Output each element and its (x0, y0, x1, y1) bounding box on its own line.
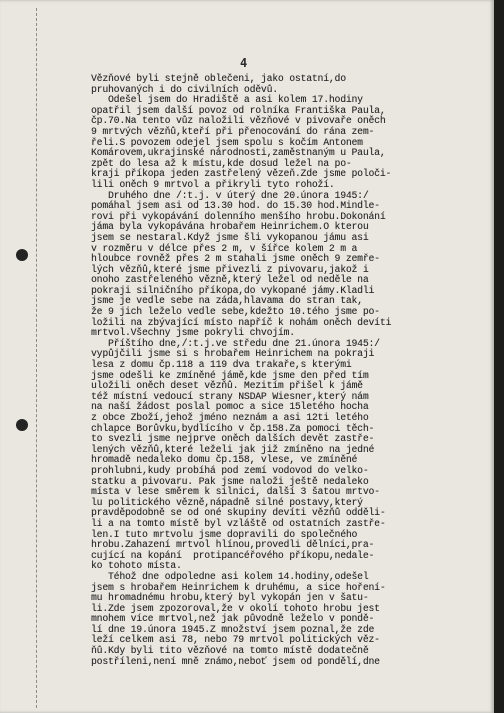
punch-hole (16, 419, 28, 431)
paragraph (91, 191, 461, 339)
text-line: též místní vedoucí strany NSDAP Wiesner,který nám (91, 390, 369, 402)
text-line: lili oněch 9 mrtvol a přikryli tyto rohoží. (91, 178, 335, 190)
text-line: Příštího dne,/:t.j.ve středu dne 21.února 1945:/ (91, 337, 380, 349)
text-line: Téhož dne odpoledne asi kolem 14.hodiny,odešel (91, 570, 369, 582)
text-line: vypůjčili jsme si s hrobařem Heinrichem na pokraji (91, 348, 375, 360)
margin-rule (36, 8, 38, 708)
text-line: Vězňové byli stejně oblečeni, jako ostatní,do (91, 73, 346, 84)
text-line: jsem se nestaral.Když jsme šli vykopanou jámu asi (91, 231, 369, 243)
text-line: opatřil jsem další povoz od rolníka Františka Paula, (91, 104, 386, 116)
text-line: řeli.S povozem odejel jsem spolu s kočím Antonem (91, 136, 363, 148)
text-line: lí dne 19.února 1945.Z množství jsem poznal,že zde (91, 623, 375, 635)
text-line: kraji příkopa jeden zastřelený vězeň.Zde jsme poloči- (91, 168, 392, 180)
text-line: že 9 jich leželo vedle sebe,kdežto 10.tého jsme po- (91, 306, 380, 318)
page-number: 4 (240, 56, 248, 70)
paragraph (91, 95, 461, 190)
text-line: leží celkem asi 78, nebo 79 mrtvol politických věz- (91, 634, 380, 646)
text-line: mrtvol.Všechny jsme pokryli chvojím. (91, 327, 295, 339)
text-line: jsem s hrobařem Heinrichem k druhému, a sice hoření- (91, 581, 386, 593)
text-line: li.Zde jsem zpozoroval,že v okolí tohoto hrobu jest (91, 602, 380, 614)
text-line: to svezli jsme nejprve oněch dalších devět zastře- (91, 433, 375, 445)
punch-hole (16, 249, 28, 261)
text-line: rovi při vykopávání dolenního menšího hrobu.Dokonání (91, 210, 386, 222)
text-line: mnohem více mrtvol,než jak původně leželo v pondě- (91, 613, 375, 625)
text-line: pravděpodobně se od oné skupiny devíti vězňů odděli- (91, 507, 386, 519)
text-line: onoho zastřeleného vězně,který ležel od neděle na (91, 274, 369, 286)
text-line: místa v lese směrem k silnici, další 3 šatou mrtvo- (91, 486, 380, 498)
text-line: z obce Zboží,jehož jméno neznám a asi 12ti letého (91, 412, 369, 423)
text-line: jáma byla vykopávána hrobařem Heinrichem.O kterou (91, 221, 369, 233)
text-line: uložili oněch deset vězňů. Mezitím přišel k jámě (91, 380, 363, 392)
text-line: v rozměru v délce přes 2 m, v šířce kolem 2 m a (91, 242, 358, 254)
text-line: hrobu.Zahazení mrtvol hlínou,provedli dělníci,pra- (91, 539, 375, 551)
text-line: statku a pivovaru. Pak jsme naloži ještě nedaleko (91, 475, 369, 487)
text-line: cující na kopání protipancéřového příkopu,nedale- (91, 549, 375, 561)
text-line: postříleni,není mně známo,neboť jsem od pondělí,dne (91, 655, 380, 667)
text-line: pomáhal jsem asi od 13.30 hod. do 15.30 hod.Mindle- (91, 200, 380, 212)
text-line: jsme je vedle sebe na záda,hlavama do stran tak, (91, 295, 363, 307)
text-line: pokraji silničního příkopa,do vykopané jámy.Kladli (91, 284, 375, 296)
text-line: Komárovem,ukrajinské národnosti,zaměstnaným u Paula, (91, 147, 386, 159)
text-line: lých vězňů,které jsme přivezli z pivovaru,jakož i (91, 263, 369, 275)
text-line: prohlubni,kudy probíhá pod zemí vodovod do velko- (91, 464, 369, 476)
text-line: chlapce Borůvku,bydlícího v čp.158.Za pomoci těch- (91, 422, 375, 434)
text-line: ko tohoto místa. (91, 560, 182, 572)
text-line: na naší žádost poslal pomoc a sice 15letého hocha (91, 401, 369, 413)
text-line: pruhovaných i do civilních oděvů. (91, 83, 278, 95)
typewritten-text (91, 74, 461, 667)
text-line: jsme odešli ke zmíněné jámě,kde jsme den před tím (91, 369, 369, 381)
text-line: ložili na zbývající místo napříč k nohám oněch devíti (91, 316, 392, 328)
text-line: ňů.Kdy byli tito vězňové na tomto místě dodatečně (91, 645, 369, 657)
paragraph (91, 339, 461, 572)
text-line: lených vězňů,které leželi jak již zmíněno na jedné (91, 443, 375, 455)
text-line: hromadě nedaleko domu čp.158, vlese, ve zmíněné (91, 454, 358, 466)
text-line: li a na tomto místě byl vzláště od ostatních zastře- (91, 517, 386, 529)
paragraph (91, 572, 461, 667)
text-line: len.I tuto mrtvolu jsme dopravili do společného (91, 528, 358, 540)
text-line: lu politického vězně,nápadně silné postavy,který (91, 496, 363, 508)
text-line: Druhého dne /:t.j. v úterý dne 20.února 1945:/ (91, 189, 369, 201)
text-line: čp.70.Na tento vůz naložili vězňové v pivovaře oněch (91, 115, 386, 127)
paragraph (91, 74, 461, 95)
text-line: mu hromadnému hrobu,který byl vykopán jen v šatu- (91, 592, 369, 604)
text-line: 9 mrtvých vězňů,kteří při přenocování do rána zem- (91, 125, 375, 137)
text-line: zpět do lesa až k místu,kde dosud ležel na po- (91, 157, 352, 169)
text-line: Odešel jsem do Hradiště a asi kolem 17.hodiny (91, 94, 363, 106)
text-line: lesa z domu čp.118 a 119 dva trakaře,s kterými (91, 359, 352, 371)
text-line: hloubce rovněž přes 2 m stahali jsme oněch 9 zemře- (91, 253, 380, 265)
